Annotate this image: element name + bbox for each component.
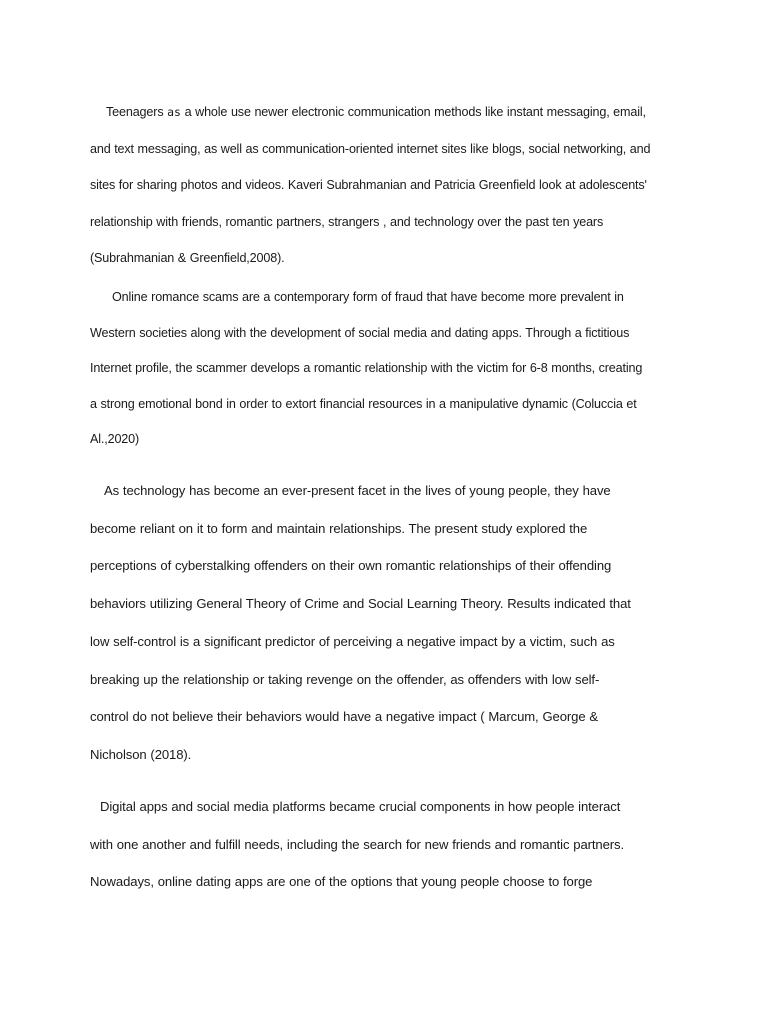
text-line — [90, 94, 680, 131]
paragraph-teenagers — [90, 94, 680, 277]
text-line: and text messaging, as well as communication-oriented internet sites like blogs, social networking, and — [90, 141, 651, 156]
text-line: Western societies along with the development of social media and dating apps. Through a fictitious — [90, 325, 630, 340]
text-line: with one another and fulfill needs, including the search for new friends and romantic partners. — [90, 836, 625, 852]
text-line: sites for sharing photos and videos. Kaveri Subrahmanian and Patricia Greenfield look at adolescents' — [90, 178, 647, 192]
text-line: behaviors utilizing General Theory of Crime and Social Learning Theory. Results indicated that — [90, 596, 631, 612]
text-line: become reliant on it to form and maintain relationships. The present study explored the — [90, 520, 588, 536]
text-line: perceptions of cyberstalking offenders on their own romantic relationships of their offending — [90, 558, 612, 574]
text-line: Nicholson (2018). — [90, 746, 192, 762]
text-fragment: Teenagers — [106, 105, 168, 119]
text-line: Al.,2020) — [90, 432, 140, 446]
text-line: breaking up the relationship or taking revenge on the offender, as offenders with low self- — [90, 671, 600, 687]
paragraph-digital-apps — [90, 788, 680, 901]
paragraph-romance-scams — [90, 280, 680, 458]
paragraph-cyberstalking — [90, 472, 680, 774]
text-line: control do not believe their behaviors would have a negative impact ( Marcum, George & — [90, 709, 598, 725]
text-line: As technology has become an ever-present facet in the lives of young people, they have — [104, 483, 611, 498]
text-line: relationship with friends, romantic partners, strangers , and technology over the past ten years — [90, 214, 604, 229]
text-line: a strong emotional bond in order to extort financial resources in a manipulative dynamic (Coluccia et — [90, 396, 637, 411]
text-line: low self-control is a significant predictor of perceiving a negative impact by a victim, such as — [90, 633, 615, 649]
text-line: Online romance scams are a contemporary form of fraud that have become more prevalent in — [112, 290, 624, 304]
text-fragment: a whole use newer electronic communication methods like instant messaging, email, — [180, 105, 646, 119]
text-line: (Subrahmanian & Greenfield,2008). — [90, 251, 285, 265]
text-line: Internet profile, the scammer develops a romantic relationship with the victim for 6-8 months, creating — [90, 361, 643, 375]
text-line: Nowadays, online dating apps are one of the options that young people choose to forge — [90, 874, 593, 890]
text-fragment-mono: as — [167, 105, 181, 119]
text-line: Digital apps and social media platforms became crucial components in how people interact — [100, 799, 621, 814]
